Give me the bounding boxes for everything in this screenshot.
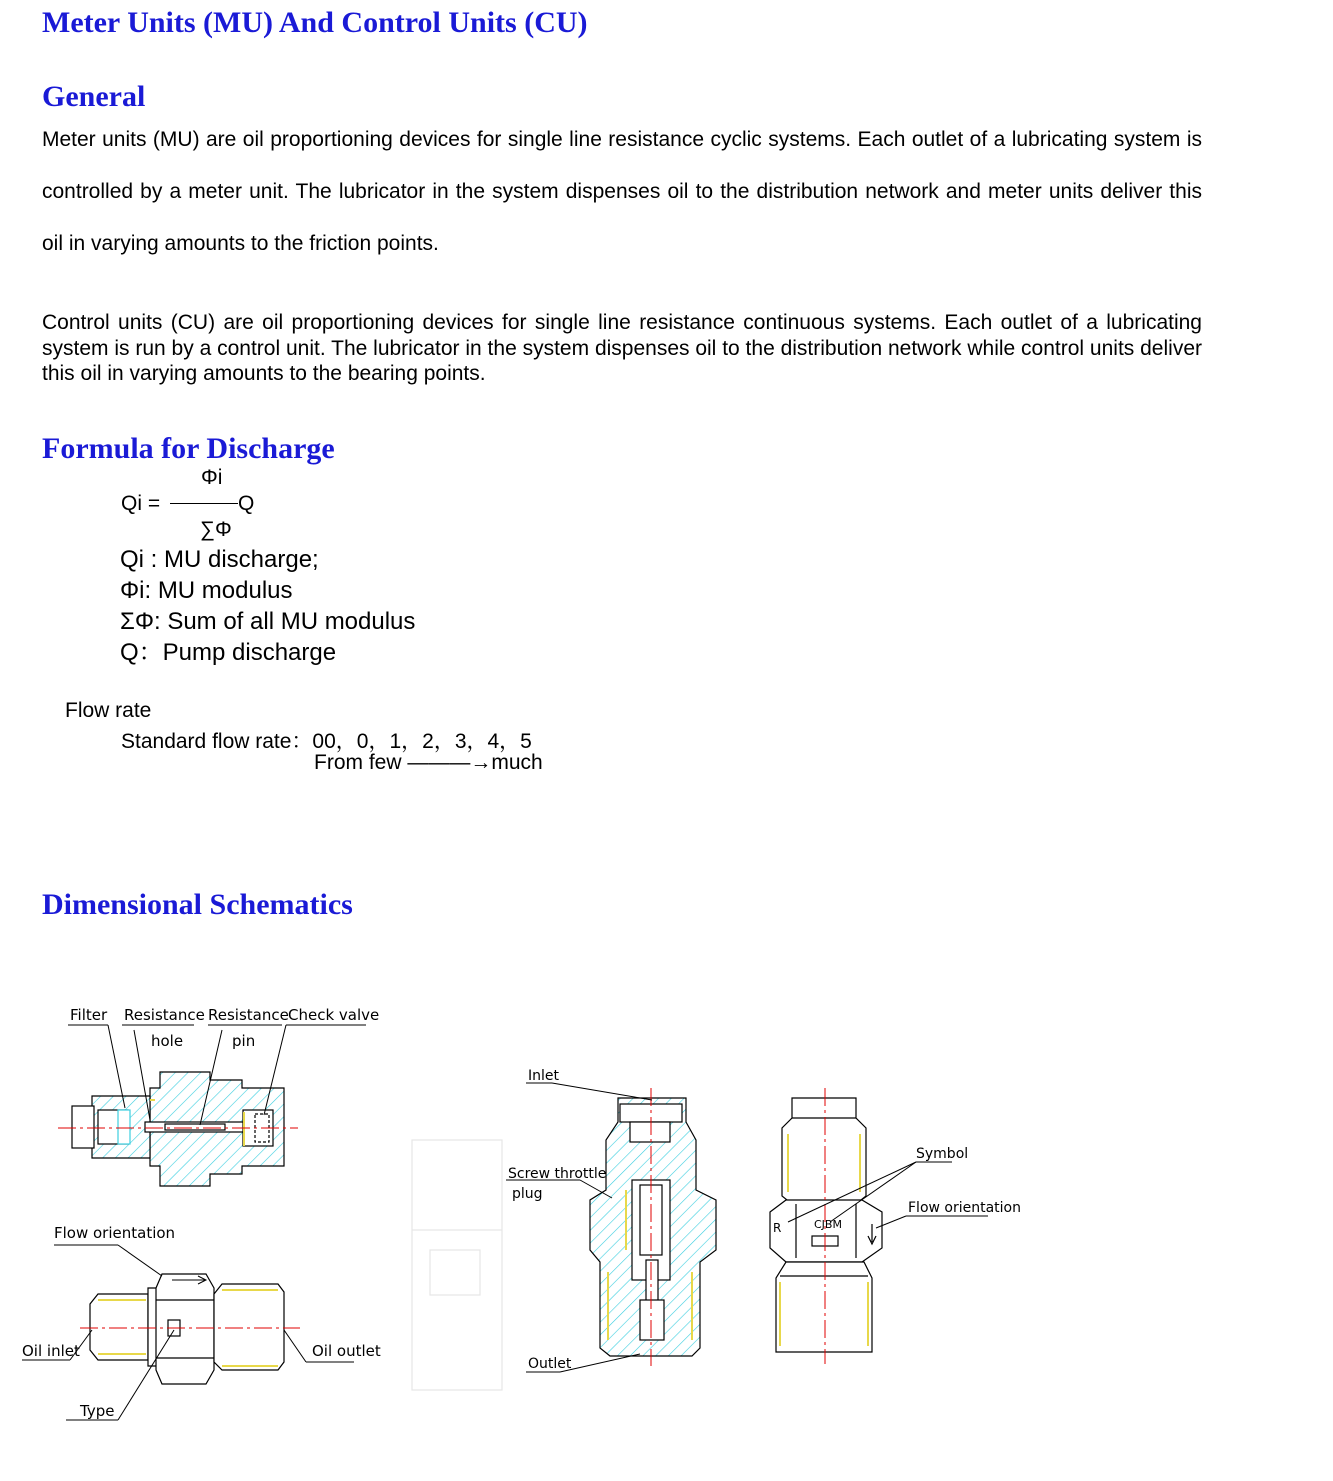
label-screw-throttle-2: plug: [512, 1186, 543, 1202]
mu-external-view: [90, 1274, 284, 1384]
label-inlet: Inlet: [528, 1068, 559, 1084]
label-filter: Filter: [70, 1006, 108, 1024]
flow-rate-label: Flow rate: [65, 699, 152, 722]
flow-direction: From few ———→much: [314, 751, 543, 774]
def-sum-phi: ΣΦ: Sum of all MU modulus: [120, 608, 416, 635]
formula-numerator: Φi: [201, 466, 223, 489]
def-qi: Qi : MU discharge;: [120, 546, 319, 573]
label-resistance-pin-1: Resistance: [208, 1006, 289, 1024]
label-check-valve: Check valve: [288, 1006, 380, 1024]
schematics-heading: Dimensional Schematics: [42, 888, 353, 921]
general-heading: General: [42, 80, 146, 113]
general-paragraph-mu: Meter units (MU) are oil proportioning devices for single line resistance cyclic systems. Each outlet of a lubricating system is controlled by a meter unit. The lubricator in the system dispenses oil to the distribution network and meter units deliver this oil in varying amounts to the friction points.: [42, 128, 1202, 255]
label-screw-throttle-1: Screw throttle: [508, 1166, 607, 1182]
label-r-mark: R: [773, 1221, 782, 1235]
formula-heading: Formula for Discharge: [42, 432, 335, 465]
def-q: Q：Pump discharge: [120, 639, 337, 666]
label-code-mark: CJBM: [814, 1218, 842, 1231]
label-resistance-hole-2: hole: [151, 1032, 184, 1050]
ghost-drawing: [412, 1140, 502, 1390]
label-resistance-pin-2: pin: [232, 1032, 256, 1050]
label-resistance-hole-1: Resistance: [124, 1006, 205, 1024]
label-flow-orientation-left: Flow orientation: [54, 1224, 176, 1242]
label-outlet: Outlet: [528, 1356, 572, 1372]
label-flow-orientation-right: Flow orientation: [908, 1200, 1021, 1216]
label-oil-inlet: Oil inlet: [22, 1342, 80, 1360]
formula-rhs: Q: [238, 492, 255, 515]
page-title: Meter Units (MU) And Control Units (CU): [42, 6, 588, 39]
mu-section-view: [72, 1072, 284, 1186]
general-paragraph-cu: Control units (CU) are oil proportioning devices for single line resistance continuous systems. Each outlet of a lubricating system is run by a control unit. The lubricator in the system dispenses oil to the distribution network while control units deliver this oil in varying amounts to the bearing points.: [42, 311, 1202, 385]
label-symbol: Symbol: [916, 1146, 969, 1162]
cu-section-view: [590, 1098, 716, 1356]
label-oil-outlet: Oil outlet: [312, 1342, 381, 1360]
formula-lhs: Qi =: [121, 492, 161, 515]
standard-flow-rate: Standard flow rate：00，0，1，2，3，4，5: [121, 730, 532, 753]
formula-denominator: ∑Φ: [200, 518, 232, 541]
label-type: Type: [80, 1402, 115, 1420]
def-phi: Φi: MU modulus: [120, 577, 293, 604]
